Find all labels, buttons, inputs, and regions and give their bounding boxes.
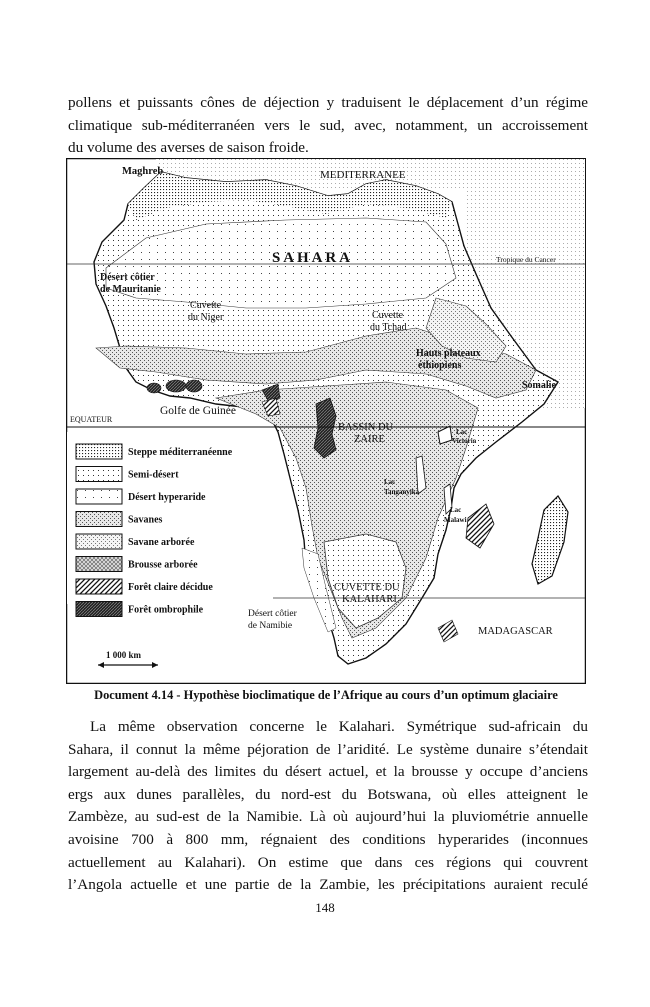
africa-map-figure [66, 158, 586, 684]
label-cuvette-kalahari: KALAHARI [342, 594, 397, 605]
label-cuvette-kalahari: CUVETTE DU [334, 582, 400, 593]
legend-swatch [76, 489, 122, 504]
legend-swatch [76, 557, 122, 572]
label-tropic: Tropique du Cancer [496, 255, 556, 264]
text-line: pollens et puissants cônes de déjection y traduisent le déplacement d’un régime [68, 94, 588, 111]
legend-label: Semi-désert [128, 469, 179, 481]
text-line: du volume des averses de saison froide. [68, 139, 309, 157]
label-cuvette-niger: du Niger [188, 312, 224, 323]
label-somalie: Somalie [522, 380, 556, 391]
label-cuvette-niger: Cuvette [190, 300, 222, 311]
label-lac-tanganyika: Lac [384, 478, 396, 486]
legend-label: Désert hyperaride [128, 492, 206, 503]
text-line: l’Angola actuelle et une partie de la Zambie, les précipitations auraient reculé [68, 876, 588, 894]
legend-swatch [76, 512, 122, 527]
paragraph-bottom [68, 716, 588, 897]
label-desert-mauritanie: Désert côtier [100, 272, 155, 283]
legend-swatch [76, 467, 122, 482]
label-cuvette-tchad: Cuvette [372, 310, 404, 321]
legend-swatch [76, 579, 122, 594]
label-madagascar: MADAGASCAR [478, 626, 553, 637]
label-lac-malawi: Lac [450, 506, 462, 514]
text-line: ergs aux dunes parallèles, du nord-est du Botswana, où elles atteignent le [68, 785, 588, 803]
map-legend [67, 432, 273, 617]
legend-swatch [76, 602, 122, 617]
label-bassin-zaire: BASSIN DU [338, 422, 394, 433]
text-line: largement au-delà des limites du désert actuel, et la brousse y occupe d’anciens [68, 763, 588, 781]
paragraph-top [68, 92, 588, 160]
legend-label: Forêt ombrophile [128, 604, 204, 616]
text-line: avoisine 700 à 800 mm, régnaient des conditions hyperarides (inconnues [68, 830, 588, 848]
legend-label: Savane arborée [128, 537, 195, 548]
rainforest-patch [186, 380, 202, 392]
text-line: climatique sub-méditerranéen vers le sud, avec, notamment, un accroissement [68, 116, 588, 134]
label-hauts-plateaux: éthiopiens [418, 360, 462, 371]
text-line: actuellement au Kalahari). On estime que dans ces régions qui couvrent [68, 853, 588, 871]
africa-map [66, 158, 586, 684]
label-desert-mauritanie: de Mauritanie [100, 284, 161, 295]
label-cuvette-tchad: du Tchad [370, 322, 407, 333]
text-line: Zambèze, au sud-est de la Namibie. Là où aujourd’hui la pluviométrie annuelle [68, 808, 588, 826]
label-maghreb: Maghreb [122, 166, 164, 177]
rainforest-patch [166, 380, 186, 392]
legend-label: Brousse arborée [128, 559, 198, 571]
legend-swatch [76, 534, 122, 549]
legend-label: Forêt claire décidue [128, 582, 213, 593]
label-lac-victoria: Victoria [452, 437, 477, 445]
rainforest-patch [147, 383, 161, 393]
label-lac-victoria: Lac [456, 428, 468, 436]
label-hauts-plateaux: Hauts plateaux [416, 348, 481, 359]
page-number: 148 [315, 900, 335, 915]
scale-label: 1 000 km [106, 650, 142, 660]
label-sahara: S A H A R A [272, 250, 350, 266]
label-equateur: EQUATEUR [70, 415, 113, 424]
legend-label: Steppe méditerranéenne [128, 447, 233, 458]
text-line: La même observation concerne le Kalahari. Symétrique sud-africain du [90, 718, 588, 735]
label-desert-namibie: Désert côtier [248, 609, 297, 619]
label-bassin-zaire: ZAIRE [354, 434, 385, 445]
figure-caption: Document 4.14 - Hypothèse bioclimatique de l’Afrique au cours d’un optimum glaciaire [94, 688, 558, 702]
label-lac-tanganyika: Tanganyika [384, 488, 420, 496]
text-line: Sahara, il connut la même péjoration de l’aridité. Le système dunaire s’étendait [68, 740, 588, 758]
legend-swatch [76, 444, 122, 459]
label-desert-namibie: de Namibie [248, 621, 293, 631]
label-mediterranee: MEDITERRANEE [320, 169, 406, 181]
label-golfe-guinee: Golfe de Guinée [160, 405, 236, 417]
label-lac-malawi: Malawi [444, 516, 467, 524]
legend-label: Savanes [128, 514, 163, 526]
